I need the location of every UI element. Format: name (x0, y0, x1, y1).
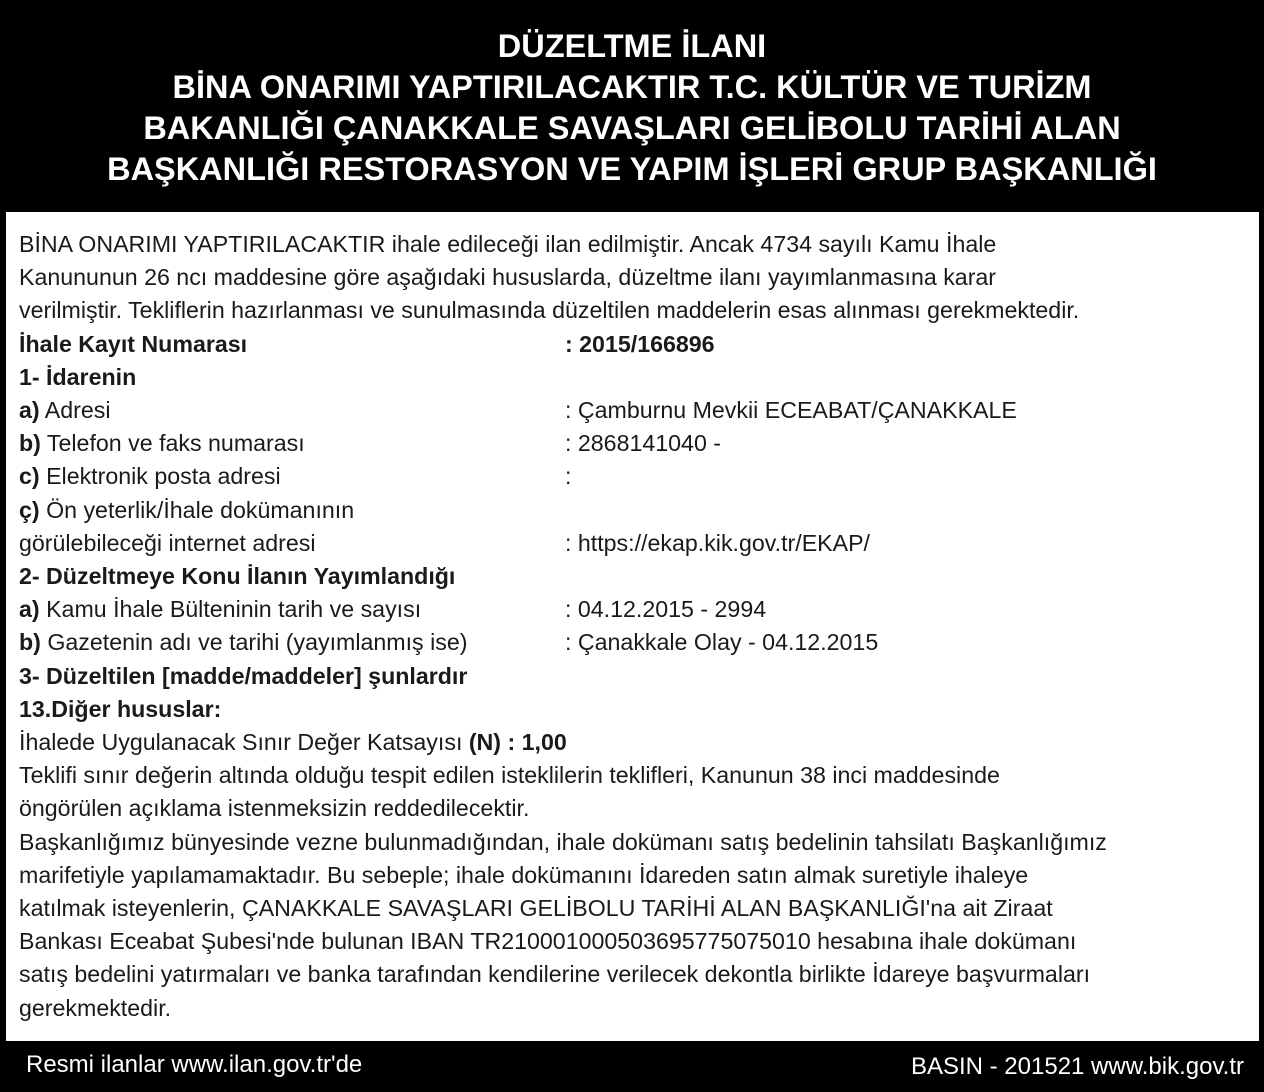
email-label: Elektronik posta adresi (46, 463, 281, 490)
notice-title: DÜZELTME İLANI (497, 28, 767, 64)
paragraph-line: katılmak isteyenlerin, ÇANAKKALE SAVAŞLARI GELİBOLU TARİHİ ALAN BAŞKANLIĞI'na ait Ziraat (19, 895, 1053, 922)
intro-line: verilmiştir. Tekliflerin hazırlanması ve sunulmasında düzeltilen maddelerin esas alınması gerekmektedir. (19, 297, 1080, 324)
footer-right-text: BASIN - 201521 www.bik.gov.tr (910, 1053, 1244, 1080)
notice-header (0, 0, 1264, 212)
address-value: : Çamburnu Mevkii ECEABAT/ÇANAKKALE (565, 397, 1017, 424)
paragraph-line: satış bedelini yatırmaları ve banka tarafından kendilerine verilecek dekontla birlikte İdareye başvurmaları (19, 961, 1091, 988)
address-row (19, 394, 1259, 427)
document-url-row (19, 494, 1259, 527)
notice-subtitle-line-1: BİNA ONARIMI YAPTIRILACAKTIR T.C. KÜLTÜR VE TURİZM (172, 69, 1092, 105)
notice-subtitle-line-3: BAŞKANLIĞI RESTORASYON VE YAPIM İŞLERİ GRUP BAŞKANLIĞI (107, 151, 1157, 187)
paragraph-line: Bankası Eceabat Şubesi'nde bulunan IBAN TR210001000503695775075010 hesabına ihale dokümanı (19, 928, 1077, 955)
registry-label: İhale Kayıt Numarası (19, 330, 248, 357)
item-letter: b) (19, 430, 41, 457)
paragraph-line: gerekmektedir. (19, 994, 172, 1021)
intro-line: Kanununun 26 ncı maddesine göre aşağıdaki hususlarda, düzeltme ilanı yayımlanmasına karar (19, 264, 997, 291)
coefficient-text: İhalede Uygulanacak Sınır Değer Katsayısı (19, 729, 469, 756)
section-3-title: 3- Düzeltilen [madde/maddeler] şunlardır (19, 662, 468, 689)
email-value: : (565, 463, 572, 490)
section-1-title: 1- İdarenin (19, 363, 137, 390)
bulletin-label: Kamu İhale Bülteninin tarih ve sayısı (46, 596, 422, 623)
item-letter: a) (19, 397, 40, 424)
coefficient-line (19, 726, 1259, 759)
bulletin-row (19, 593, 1259, 626)
phone-label: Telefon ve faks numarası (46, 430, 305, 457)
footer-left-text: Resmi ilanlar www.ilan.gov.tr'de (26, 1051, 363, 1078)
newspaper-label: Gazetenin adı ve tarihi (yayımlanmış ise) (47, 629, 468, 656)
coefficient-value: (N) : 1,00 (468, 729, 567, 756)
newspaper-value: : Çanakkale Olay - 04.12.2015 (565, 629, 879, 656)
newspaper-row (19, 626, 1259, 659)
document-url-row-2 (19, 527, 1259, 560)
paragraph-line: öngörülen açıklama istenmeksizin reddedilecektir. (19, 795, 530, 822)
registry-row (19, 328, 1259, 361)
address-label: Adresi (44, 397, 111, 424)
paragraph-line: Teklifi sınır değerin altında olduğu tespit edilen isteklilerin teklifleri, Kanunun 38 inci maddesinde (19, 762, 1000, 789)
document-url-label-2: görülebileceği internet adresi (19, 529, 316, 556)
notice-footer (0, 1041, 1264, 1091)
notice-subtitle-line-2: BAKANLIĞI ÇANAKKALE SAVAŞLARI GELİBOLU TARİHİ ALAN (143, 110, 1121, 146)
registry-value: : 2015/166896 (565, 330, 715, 357)
phone-value: : 2868141040 - (565, 430, 722, 457)
phone-row (19, 427, 1259, 460)
paragraph-line: marifetiyle yapılamamaktadır. Bu sebeple; ihale dokümanını İdareden satın almak suretiyle ihaleye (19, 861, 1029, 888)
document-url-label: Ön yeterlik/İhale dokümanının (46, 496, 355, 523)
item-letter: b) (19, 629, 41, 656)
section-2-title: 2- Düzeltmeye Konu İlanın Yayımlandığı (19, 563, 456, 590)
section-3-subtitle: 13.Diğer hususlar: (19, 695, 222, 722)
intro-line: BİNA ONARIMI YAPTIRILACAKTIR ihale edileceği ilan edilmiştir. Ancak 4734 sayılı Kamu İhale (19, 231, 997, 257)
bulletin-value: : 04.12.2015 - 2994 (565, 596, 767, 623)
paragraph-line: Başkanlığımız bünyesinde vezne bulunmadığından, ihale dokümanı satış bedelinin tahsilatı Başkanlığımız (19, 828, 1107, 855)
notice-body (6, 212, 1259, 1041)
item-letter: a) (19, 596, 40, 623)
email-row (19, 460, 1259, 493)
item-letter: ç) (19, 496, 40, 523)
document-url-value: : https://ekap.kik.gov.tr/EKAP/ (565, 529, 871, 556)
item-letter: c) (19, 463, 40, 490)
